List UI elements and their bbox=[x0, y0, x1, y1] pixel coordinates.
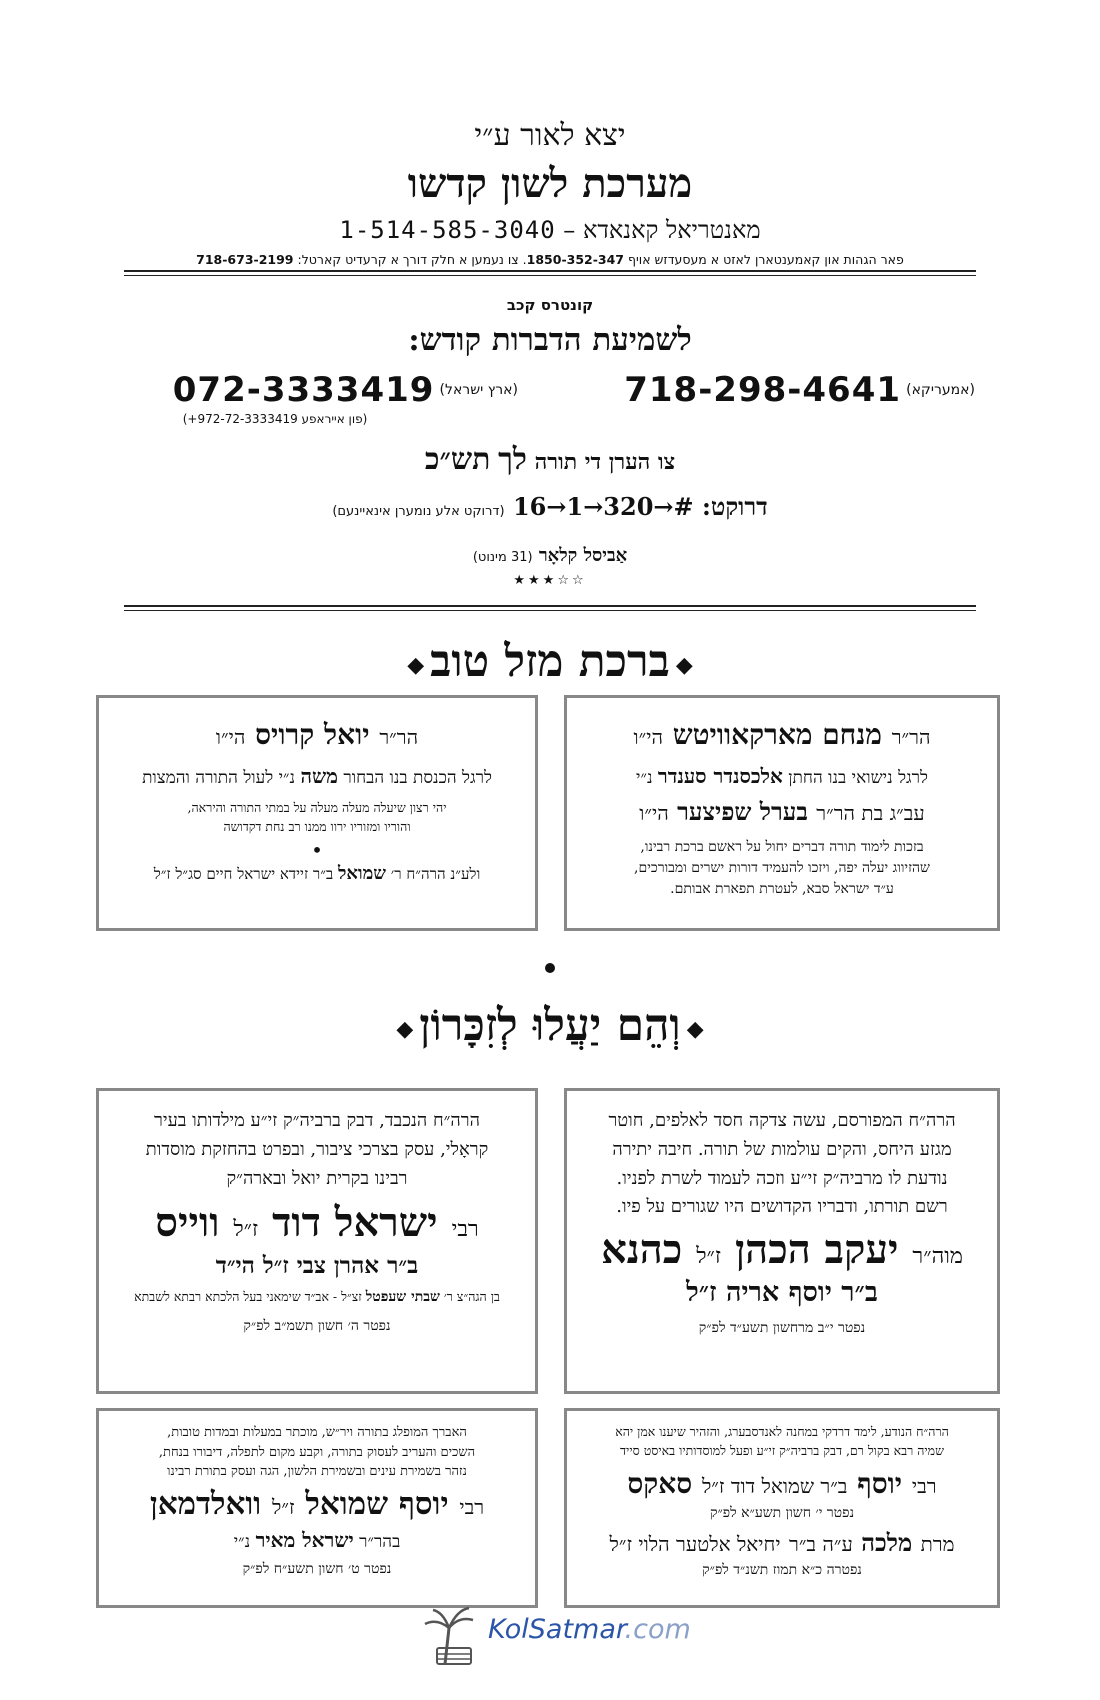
bio-line: השכים והעריב לעסוק בתורה, וקבע מקום לתפלה, דיבורו בנחת, bbox=[158, 1444, 476, 1460]
memorial-box-sax bbox=[564, 1408, 1000, 1608]
section-divider bbox=[124, 605, 976, 611]
last-name: ווייס bbox=[155, 1199, 220, 1247]
first-name: יעקב הכהן bbox=[734, 1226, 899, 1274]
bio-line: קראָלי, עסק בצרכי ציבור, ובפרט בהחזקת מוסדות bbox=[145, 1138, 489, 1160]
memorial-text: ולע״נ הרה״ח ר׳ bbox=[390, 864, 481, 883]
son-name: משה bbox=[300, 764, 338, 788]
death-date-2: נפטרה כ״א תמוז תשנ״ד לפ״ק bbox=[702, 1561, 862, 1578]
first-name: מלכה bbox=[861, 1527, 913, 1557]
bio-line: רשם תורתו, ודבריו הקדושים היו שגורים על פיו. bbox=[616, 1196, 948, 1218]
father-name: ב״ר שמואל דוד ז״ל bbox=[701, 1473, 848, 1498]
corrections-phone: 1850-352-347 bbox=[526, 252, 625, 267]
memorial-box-weiss bbox=[96, 1088, 538, 1394]
father-name: מנחם מארקאוויטש bbox=[672, 718, 882, 751]
parasha-line bbox=[0, 442, 1100, 477]
deceased-name-2 bbox=[581, 1528, 983, 1558]
grandfather-name: שבתי שעפטל bbox=[365, 1289, 440, 1306]
memorial-bio bbox=[113, 1423, 521, 1482]
first-name: יוסף bbox=[857, 1466, 903, 1500]
death-date: נפטר ט׳ חשון תשע״ח לפ״ק bbox=[242, 1560, 392, 1577]
phone-israel bbox=[148, 370, 518, 410]
site-name-main: KolSatmar bbox=[488, 1614, 625, 1645]
mazal-tov-title-text: ברכת מזל טוב bbox=[430, 636, 670, 687]
deceased-name bbox=[581, 1226, 983, 1273]
blessing-line: יהי רצון שיעלה מעלה מעלה על במתי התורה והיראה, bbox=[187, 800, 447, 815]
occasion-text: לרגל הכנסת בנו הבחור bbox=[343, 768, 492, 788]
phone-usa-label: (אמעריקא) bbox=[906, 382, 975, 398]
honorific: מרת bbox=[920, 1531, 955, 1556]
bullet-icon: • bbox=[311, 837, 323, 862]
honorific: בהר״ר bbox=[359, 1531, 401, 1552]
kuntres-number: קונטרס קכב bbox=[506, 296, 594, 314]
memorial-name: שמואל bbox=[338, 862, 387, 884]
mazal-tov-box-right bbox=[564, 695, 1000, 931]
bio-line: נזהר בשמירת עינים ובשמירת הלשון, הגה ועסק בתורת רבינו bbox=[167, 1464, 467, 1479]
site-name[interactable] bbox=[488, 1614, 691, 1645]
groom-name: אלכסנדר סענדר bbox=[657, 764, 783, 788]
parasha-name: לך bbox=[498, 442, 527, 477]
credit-text: . צו נעמען א חלק דורך א קרעדיט קארטל: bbox=[297, 252, 527, 267]
bio-line: הרה״ח הנודע, לימד דרדקי במחנה לאנדסבערג, והזהיר שיענו אמן יהא bbox=[615, 1424, 949, 1439]
honorific: נ״י bbox=[636, 768, 653, 788]
header-divider bbox=[124, 270, 976, 276]
grandfather-text: בן הגה״צ ר׳ bbox=[443, 1289, 500, 1305]
last-name: וואלדמאן bbox=[149, 1485, 262, 1522]
mazal-tov-box-left bbox=[96, 695, 538, 931]
honorific: הי״ו bbox=[639, 801, 669, 825]
bride-text: עב״ג בת הר״ר bbox=[816, 801, 925, 825]
blessing-text bbox=[581, 837, 983, 900]
phone-usa bbox=[605, 370, 975, 410]
box-line bbox=[113, 718, 521, 752]
box-line bbox=[581, 764, 983, 789]
father-name: יואל קרויס bbox=[255, 718, 370, 751]
honorific: הר״ר bbox=[379, 725, 419, 749]
honorific: נ״י bbox=[233, 1531, 251, 1552]
father-name: ישראל מאיר bbox=[255, 1527, 354, 1552]
bio-line: רבינו בקרית יואל ובארה״ק bbox=[226, 1167, 408, 1189]
box-line bbox=[581, 797, 983, 827]
phone-usa-number[interactable]: 718-298-4641 bbox=[624, 370, 902, 410]
honorific: ז״ל bbox=[272, 1494, 295, 1519]
memorial-box-waldman bbox=[96, 1408, 538, 1608]
contact-phone: 1-514-585-3040 bbox=[339, 216, 556, 244]
separator-dot bbox=[545, 963, 555, 973]
parasha-prefix: צו הערן די תורה bbox=[534, 449, 676, 475]
blessing-line: שהזיווג יעלה יפה, ויזכו להעמיד דורות ישרים ומבורכים, bbox=[634, 860, 930, 876]
listen-heading: לשמיעת הדברות קודש: bbox=[408, 322, 692, 358]
publisher-line: יצא לאור ע״י bbox=[474, 118, 626, 153]
bullet-icon: ◆ bbox=[686, 1015, 704, 1042]
first-name: ישראל דוד bbox=[272, 1199, 438, 1247]
speaker-minutes: (31 מינוט) bbox=[472, 550, 533, 565]
memorial-text: ב״ר זיידא ישראל חיים סג״ל ז״ל bbox=[153, 864, 334, 883]
rating-stars: ★★★☆☆ bbox=[513, 573, 587, 588]
death-date: נפטר י״ב מרחשון תשע״ד לפ״ק bbox=[698, 1320, 866, 1337]
contact-line: מאנטריאל קאנאדא – 1-514-585-3040 bbox=[339, 216, 761, 244]
dial-note: (דרוקט אלע נומערן אינאיינעם) bbox=[332, 504, 505, 519]
speaker-name: אַביסל קלאָר bbox=[538, 545, 628, 566]
credit-phone: 718-673-2199 bbox=[196, 252, 294, 267]
bio-line: שמיה רבא בקול רם, דבק ברביה״ק זי״ע ופעל למוסדותיו באיסט סייד bbox=[620, 1442, 944, 1458]
memorial-bio bbox=[113, 1107, 521, 1193]
dial-sequence: #→320→1→16 bbox=[512, 492, 694, 521]
honorific: הר״ר bbox=[891, 725, 931, 749]
father-line: ב״ר יוסף אריה ז״ל bbox=[686, 1277, 878, 1309]
bullet-icon: ◆ bbox=[675, 651, 693, 678]
last-name: סאקס bbox=[627, 1466, 693, 1500]
bullet-icon: ◆ bbox=[396, 1015, 414, 1042]
phone-israel-label: (ארץ ישראל) bbox=[439, 382, 518, 398]
bio-line: הרה״ח הנכבד, דבק ברביה״ק זי״ע מילדותו בעיר bbox=[154, 1110, 480, 1131]
honorific: מוה״ר bbox=[912, 1244, 963, 1270]
deceased-name bbox=[113, 1199, 521, 1246]
memorial-bio bbox=[581, 1107, 983, 1222]
dial-label: דרוקט: bbox=[701, 492, 768, 521]
bio-line: מגזע היחס, והקים עולמות של תורה. חיבה יתירה bbox=[612, 1138, 952, 1160]
honorific: רבי bbox=[459, 1494, 485, 1519]
zikaron-title-text: וְהֵם יַעֲלוּ לְזִכָּרוֹן bbox=[419, 1000, 681, 1051]
blessing-text bbox=[113, 799, 521, 837]
mazal-tov-title bbox=[0, 636, 1100, 687]
bio-line: הרה״ח המפורסם, עשה צדקה חסד לאלפים, חוטר bbox=[608, 1110, 956, 1131]
father-line bbox=[113, 1528, 521, 1553]
honorific: רבי bbox=[911, 1473, 937, 1498]
blessing-line: בזכות לימוד תורה דברים יחול על ראשם ברכת רבינו, bbox=[640, 839, 924, 855]
memorial-bio bbox=[581, 1423, 983, 1461]
site-name-tld: .com bbox=[624, 1614, 691, 1645]
death-date: נפטר ה׳ חשון תשמ״ב לפ״ק bbox=[243, 1318, 391, 1335]
grandfather-text: זצ״ל - אב״ד שימאני בעל הלכתא רבתא לשבתא bbox=[134, 1289, 362, 1305]
organization-name: מערכת לשון קדשו bbox=[407, 160, 693, 207]
speaker-line bbox=[0, 545, 1100, 566]
honorific: רבי bbox=[451, 1217, 479, 1243]
grandfather-line bbox=[113, 1287, 521, 1308]
honorific: ע״ה ב״ר bbox=[789, 1531, 853, 1556]
father-name: יחיאל אלטער הלוי ז״ל bbox=[609, 1531, 781, 1556]
city-name: מאנטריאל קאנאדא bbox=[582, 216, 761, 244]
phone-europe: (פון אייראפע 972-72-3333419+) bbox=[182, 412, 368, 426]
blessing-line: והוריו ומזוריו ירוו ממנו רב נחת דקדושה bbox=[223, 818, 411, 834]
parasha-year: תש״כ bbox=[424, 442, 491, 477]
box-line bbox=[113, 764, 521, 789]
blessing-line: ע״ד ישראל סבא, לעטרת תפארת אבותם. bbox=[670, 881, 894, 897]
bullet-icon: ◆ bbox=[407, 651, 425, 678]
box-line bbox=[581, 718, 983, 752]
dial-instructions bbox=[290, 492, 810, 522]
corrections-text: פאר הגהות און קאמענטארן לאזט א מעסעדזש אויף bbox=[628, 252, 904, 267]
deceased-name bbox=[581, 1467, 983, 1501]
phone-israel-number[interactable]: 072-3333419 bbox=[172, 370, 435, 410]
occasion-text: נ״י לעול התורה והמצות bbox=[142, 768, 296, 788]
honorific: ז״ל bbox=[696, 1244, 722, 1270]
zikaron-title bbox=[0, 1000, 1100, 1051]
father-line: ב״ר אהרן צבי ז״ל הי״ד bbox=[215, 1252, 419, 1280]
death-date: נפטר י׳ חשון תשע״א לפ״ק bbox=[709, 1504, 855, 1521]
honorific: הי״ו bbox=[215, 725, 246, 749]
memorial-box-kahana bbox=[564, 1088, 1000, 1394]
memorial-line bbox=[113, 863, 521, 884]
first-name: יוסף שמואל bbox=[305, 1485, 449, 1522]
bio-line: נודעת לו מרביה״ק זי״ע וזכה לעמוד לשרת לפניו. bbox=[616, 1167, 948, 1189]
honorific: הי״ו bbox=[633, 725, 663, 749]
last-name: כהנא bbox=[601, 1226, 683, 1274]
deceased-name bbox=[113, 1486, 521, 1522]
in-law-name: בערל שפיצער bbox=[677, 797, 808, 826]
corrections-line bbox=[140, 252, 960, 267]
bio-line: האברך המופלג בתורה ויר״ש, מוכתר במעלות ובמדות טובות, bbox=[167, 1425, 467, 1440]
honorific: ז״ל bbox=[233, 1217, 259, 1243]
occasion-text: לרגל נישואי בנו החתן bbox=[788, 768, 928, 788]
